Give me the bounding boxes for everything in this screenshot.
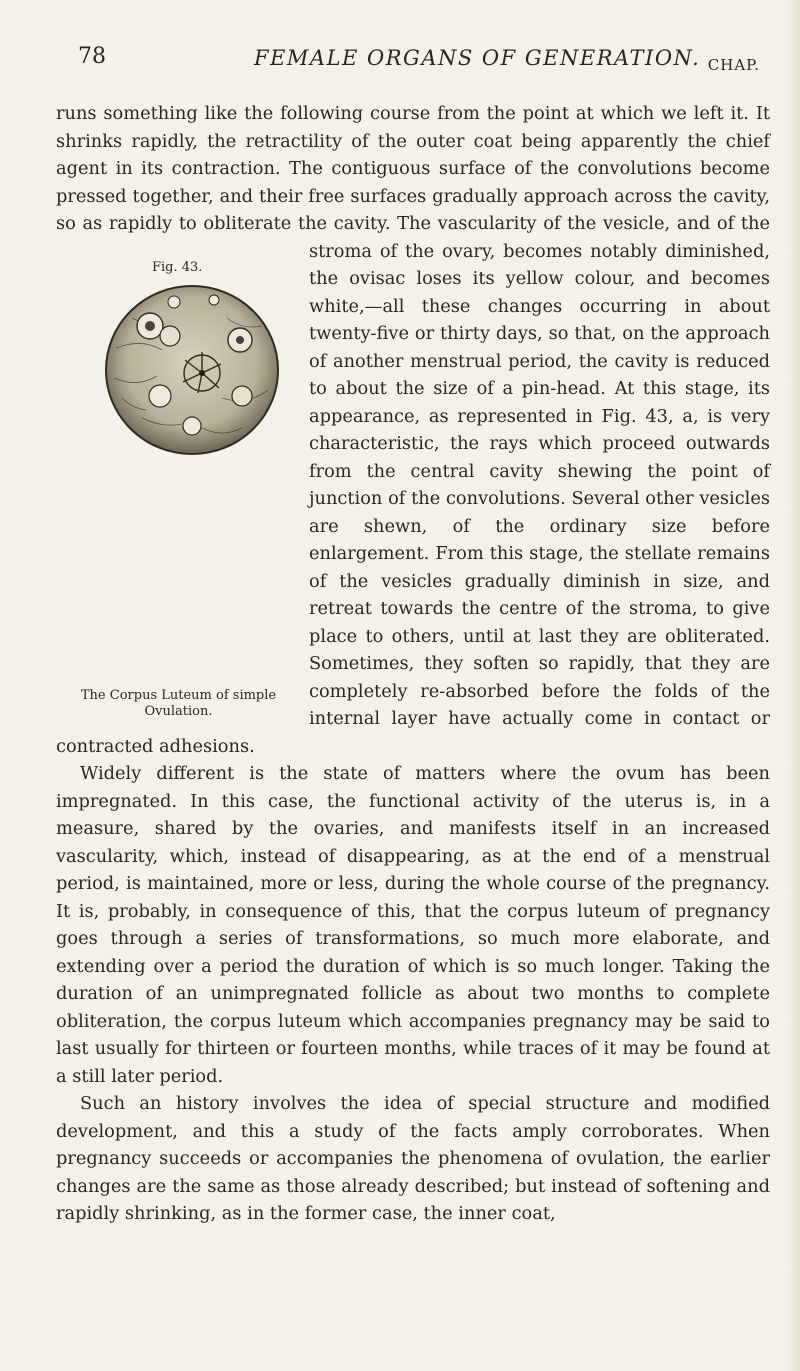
paragraph-1 [56,100,770,760]
running-header [78,44,768,84]
body-text [56,100,770,1228]
paragraph-1-text: runs something like the following course from the point at which we left it. It shrinks rapidly, the retractility of the outer coat being apparently the chief agent in its contraction. The contiguous surface of the convolutions become pressed together, and their free surfaces gradually approach across the cavity, so as rapidly to obliterate the cavity. The vascularity of the vesicle, and of the stroma of the ovary, becomes notably diminished, the ovisac loses its yellow colour, and becomes white,—all these changes occurring in about twenty-five or thirty days, so that, on the approach of another menstrual period, the cavity is reduced to about the size of a pin-head. At this stage, its appearance, as represented in Fig. 43, a, is very characteristic, the rays which proceed outwards from the central cavity shewing the point of junction of the convolutions. Several other vesicles are shewn, of the ordinary size before enlargement. From this stage, the stellate remains of the vesicles gradually diminish in size, and retreat towards the centre of the stroma, to give place to others, until at last they are obliterated. Sometimes, they soften so rapidly, that they are completely re-absorbed before the folds of the internal layer have actually come in contact or contracted adhesions. [56,103,770,757]
page-edge [786,0,800,1371]
running-title: FEMALE ORGANS OF GENERATION. [254,46,701,70]
figure-label: Fig. 43. [152,260,203,275]
paragraph-3: Such an history involves the idea of special structure and modified development, and this a study of the facts amply corroborates. When pregnancy succeeds or accompanies the phenomena of ovulation, the earlier changes are the same as those already described; but instead of softening and rapidly shrinking, as in the former case, the inner coat, [56,1093,770,1224]
figure-caption: The Corpus Luteum of simple Ovulation. [80,688,277,719]
corpus-luteum-illustration [102,278,282,458]
page-number: 78 [78,44,106,69]
chapter-mark: CHAP. [707,56,760,74]
paragraph-2: Widely different is the state of matters where the ovum has been impregnated. In this case, the functional activity of the uterus is, in a measure, shared by the ovaries, and manifests itself in an increased vascularity, which, instead of disappearing, as at the end of a menstrual period, is maintained, more or less, during the whole course of the pregnancy. It is, probably, in consequence of this, that the corpus luteum of pregnancy goes through a series of transformations, so much more elaborate, and extending over a period the duration of which is so much longer. Taking the duration of an unimpregnated follicle as about two months to complete obliteration, the corpus luteum which accompanies pregnancy may be said to last usually for thirteen or fourteen months, while traces of it may be found at a still later period. [56,763,770,1087]
figure-43 [56,248,301,718]
